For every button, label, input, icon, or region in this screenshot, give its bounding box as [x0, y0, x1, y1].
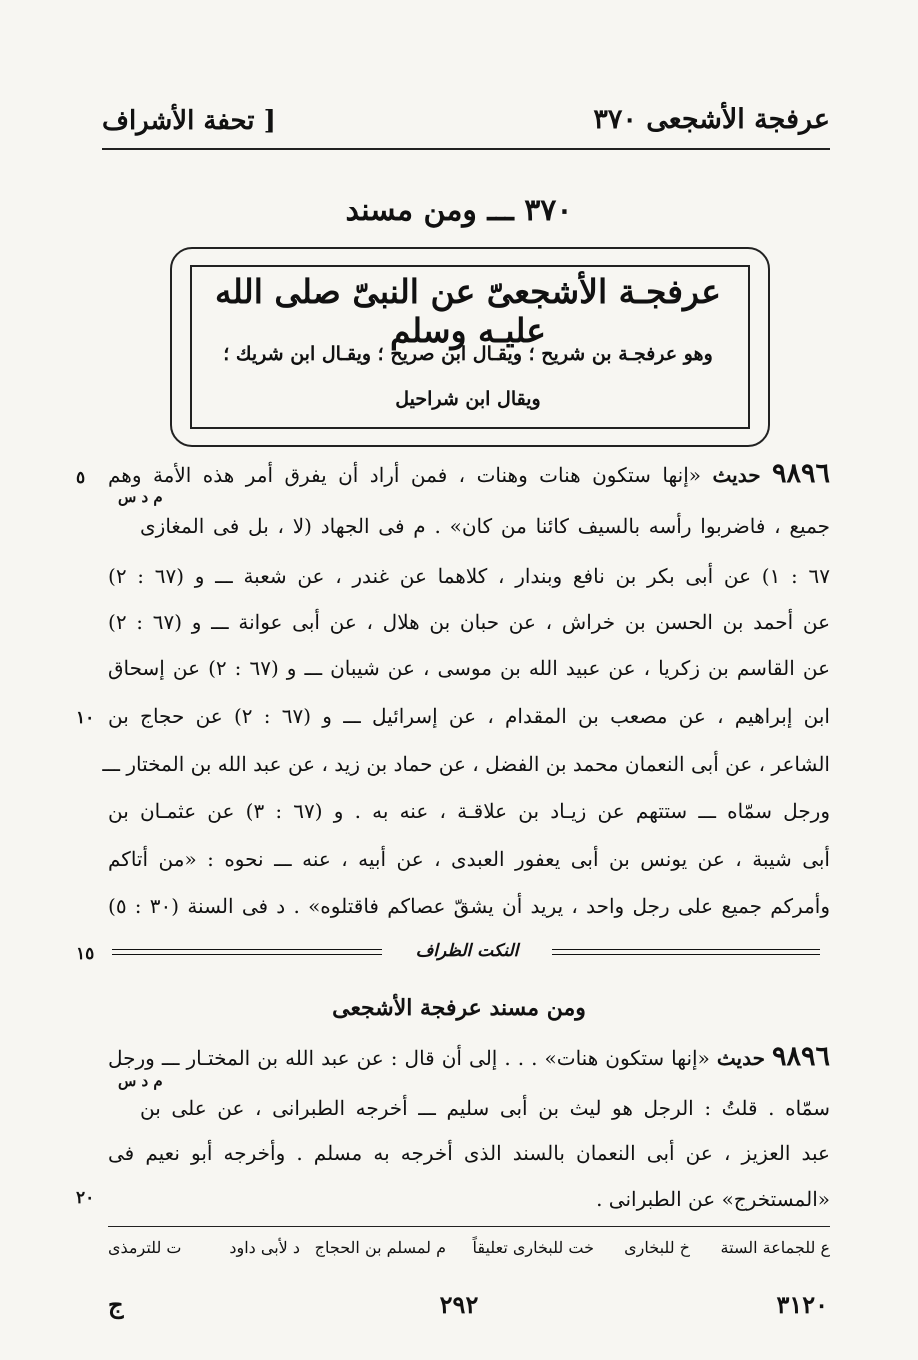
hadith2-line-4: «المستخرج» عن الطبرانى . [596, 1187, 830, 1211]
hadith1-number: ٩٨٩٦ [772, 458, 831, 489]
line-number-10: ١٠ [76, 708, 95, 728]
hadith1-line-1 [108, 460, 830, 489]
frame-subtitle-2: ويقال ابن شراحيل [395, 388, 541, 410]
line-number-5: ٥ [76, 468, 86, 488]
section-heading: ٣٧٠ ـــ ومن مسند [345, 193, 573, 228]
abbrev-abudawud: د لأبى داود [229, 1238, 300, 1257]
nukat-ornament-divider [112, 941, 820, 967]
abbrev-bukhari: خ للبخارى [624, 1238, 690, 1257]
hadith1-line-1-text: «إنها ستكون هنات وهنات ، فمن أراد أن يفرق أمر هذه الأمة وهم [108, 463, 702, 487]
running-header [102, 102, 830, 150]
running-header-book: [ تحفة الأشراف [102, 106, 276, 136]
hadith2-side-marker: م د س [118, 1072, 163, 1090]
hadith1-line-9: أبى شيبة ، عن يونس بن أبى يعفور العبدى ، عن أبيه ، عنه ـــ نحوه : «من أتاكم [108, 847, 830, 871]
hadith1-line-6: ابن إبراهيم ، عن مصعب بن المقدام ، عن إسرائيل ـــ و (٦٧ : ٢) عن حجاج بن [108, 704, 830, 728]
hadith2-label: حديث [716, 1046, 765, 1070]
frame-title: عرفجـة الأشجعىّ عن النبىّ صلى الله عليـه وسلم [215, 272, 721, 350]
hadith1-line-4: عن أحمد بن الحسن بن خراش ، عن حبان بن هلال ، عن أبى عوانة ـــ و (٦٧ : ٢) [108, 610, 831, 634]
abbreviation-key [108, 1238, 830, 1268]
hadith1-line-8: ورجل سمّاه ـــ ستتهم عن زيـاد بن علاقـة ، عنه به . و (٦٧ : ٣) عن عثمـان بن [108, 799, 830, 823]
line-number-20: ٢٠ [76, 1188, 95, 1208]
hadith2-line-1 [108, 1043, 830, 1072]
hadith2-line-1-text: «إنها ستكون هنات» . . . إلى أن قال : عن عبد الله بن المختـار ـــ ورجل [108, 1046, 710, 1070]
abbrev-jamaa: ع للجماعة الستة [720, 1238, 830, 1257]
line-number-15: ١٥ [76, 944, 95, 964]
hadith1-line-3: ٦٧ : ١) عن أبى بكر بن نافع وبندار ، كلاهما عن غندر ، عن شعبة ـــ و (٦٧ : ٢) [108, 564, 830, 588]
running-header-title: عرفجة الأشجعى ٣٧٠ [593, 104, 830, 135]
page-number: ٢٩٢ [439, 1290, 479, 1319]
footer-entry-number: ٣١٢٠ [776, 1290, 828, 1319]
hadith1-side-marker: م د س [118, 488, 163, 506]
abbrev-tirmidhi: ت للترمذى [108, 1238, 182, 1257]
abbrev-bukhari-taliq: خت للبخارى تعليقاً [472, 1238, 594, 1257]
hadith2-number: ٩٨٩٦ [771, 1041, 830, 1072]
footer-rule [108, 1226, 830, 1227]
hadith1-label: حديث [712, 463, 761, 487]
hadith1-line-5: عن القاسم بن زكريا ، عن عبيد الله بن موسى ، عن شيبان ـــ و (٦٧ : ٢) عن إسحاق [108, 656, 831, 680]
hadith2-line-3: عبد العزيز ، عن أبى النعمان بالسند الذى أخرجه به مسلم . وأخرجه أبو نعيم فى [108, 1141, 830, 1165]
frame-subtitle-1: وهو عرفجـة بن شريح ؛ ويقـال ابن صريح ؛ ويقـال ابن شريك ؛ [223, 343, 713, 365]
sub-heading: ومن مسند عرفجة الأشجعى [332, 995, 586, 1021]
hadith2-line-2: سمّاه . قلتُ : الرجل هو ليث بن أبى سليم ـــ أخرجه الطبرانى ، عن على بن [140, 1096, 830, 1120]
hadith1-line-2: جميع ، فاضربوا رأسه بالسيف كائنا من كان» . م فى الجهاد (لا ، بل فى المغازى [140, 514, 830, 538]
hadith1-line-10: وأمركم جميع على رجل واحد ، يريد أن يشقّ عصاكم فاقتلوه» . د فى السنة (٣٠ : ٥) [108, 894, 830, 918]
ornament-label: النكت الظراف [382, 941, 552, 961]
footer-volume-mark: ج [108, 1290, 124, 1319]
hadith1-line-7: الشاعر ، عن أبى النعمان محمد بن الفضل ، عن حماد بن زيد ، عن عبد الله بن المختار ـــ [102, 752, 830, 776]
abbrev-muslim: م لمسلم بن الحجاج [314, 1238, 446, 1257]
